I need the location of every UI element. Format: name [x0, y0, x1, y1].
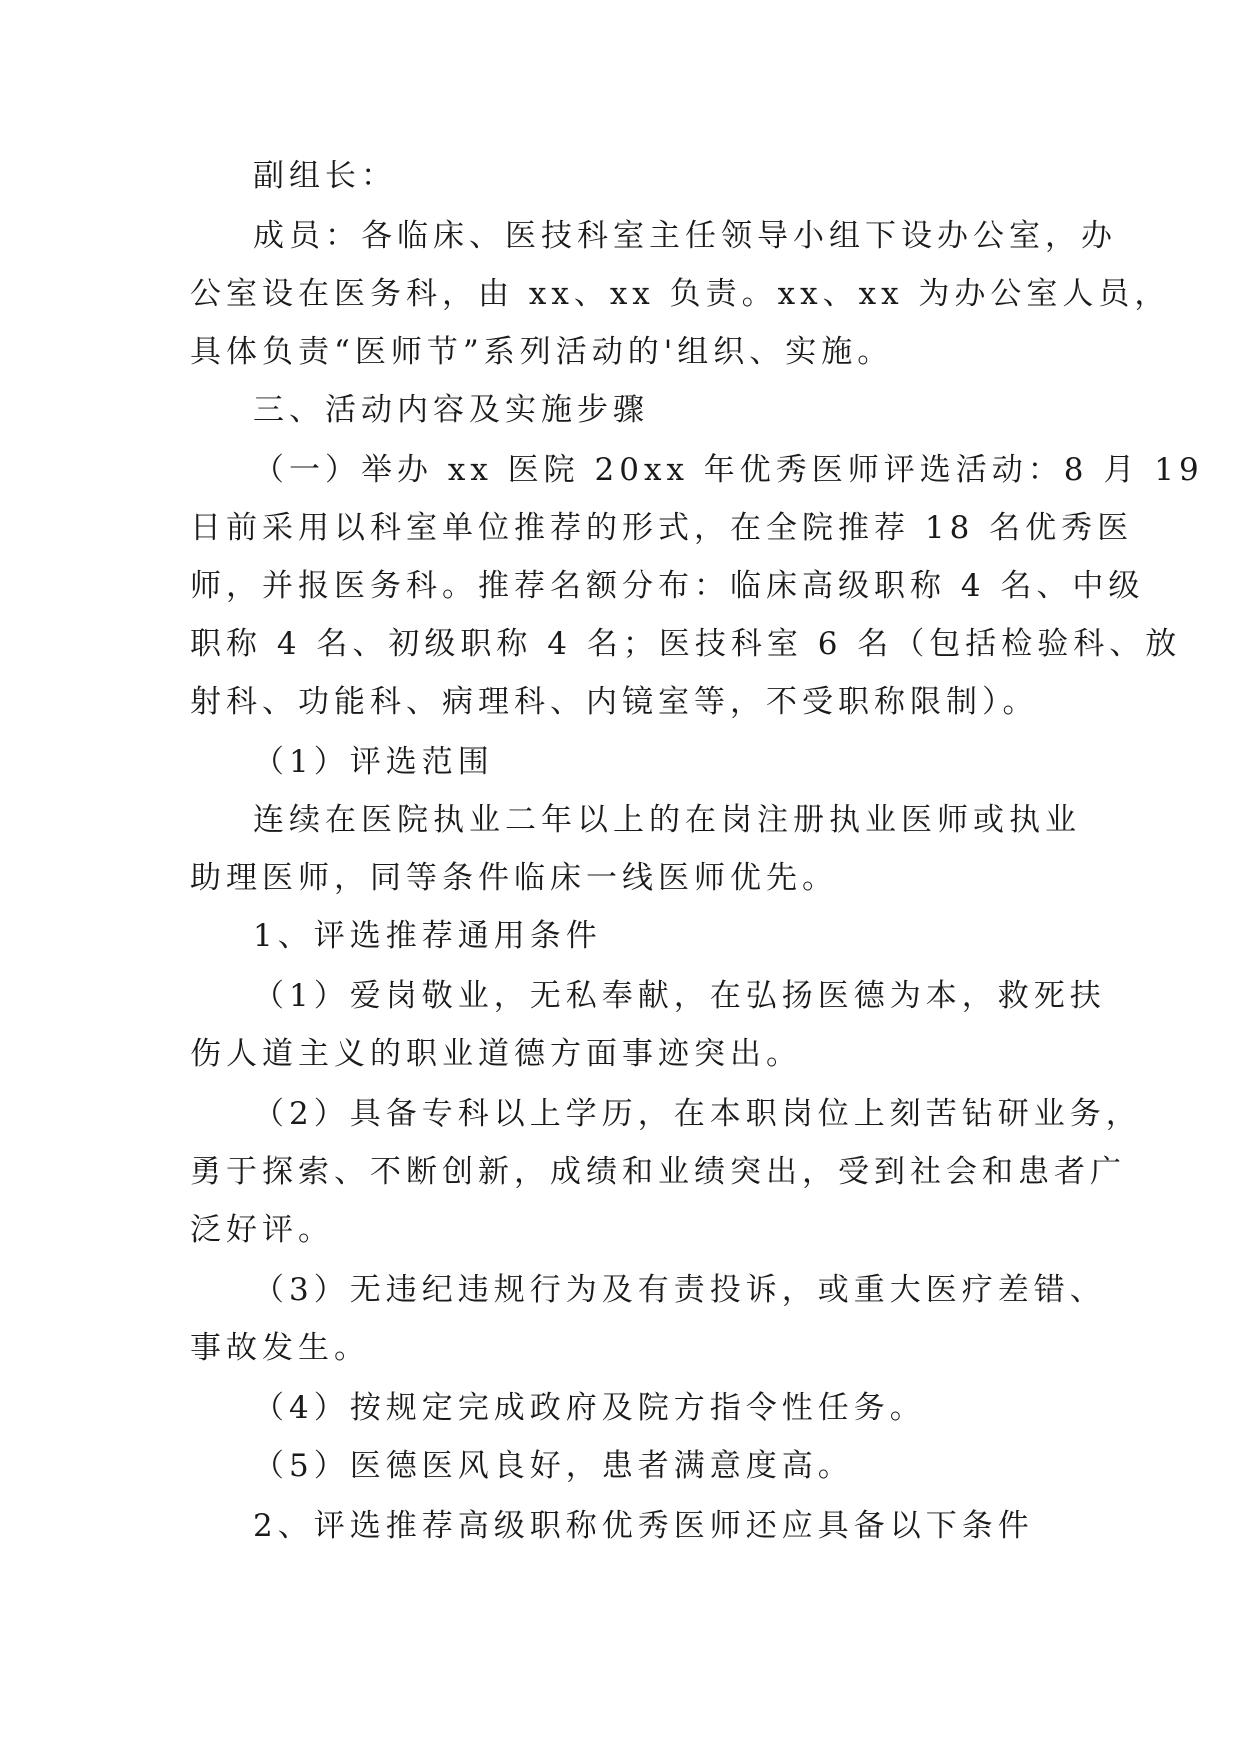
condition-four-line: （4）按规定完成政府及院方指令性任务。: [253, 1390, 926, 1426]
general-conditions-heading: 1、评选推荐通用条件: [253, 918, 602, 954]
senior-conditions-heading: 2、评选推荐高级职称优秀医师还应具备以下条件: [253, 1508, 1034, 1544]
members-line: 成员：各临床、医技科室主任领导小组下设办公室，办: [253, 218, 1117, 254]
condition-one-line: （1）爱岗敬业，无私奉献，在弘扬医德为本，救死扶: [253, 978, 1106, 1014]
activity-one-line-5: 射科、功能科、病理科、内镜室等，不受职称限制）。: [190, 684, 1039, 720]
activity-one-line-4: 职称 4 名、初级职称 4 名；医技科室 6 名（包括检验科、放: [190, 626, 1182, 662]
condition-two-line: （2）具备专科以上学历，在本职岗位上刻苦钻研业务，: [253, 1096, 1142, 1132]
office-duty-line: 具体负责“医师节”系列活动的'组织、实施。: [190, 334, 894, 370]
condition-three-line: （3）无违纪违规行为及有责投诉，或重大医疗差错、: [253, 1272, 1106, 1308]
condition-five-line: （5）医德医风良好，患者满意度高。: [253, 1448, 854, 1484]
vice-leader-line: 副组长：: [253, 158, 397, 194]
condition-two-line-3: 泛好评。: [190, 1212, 334, 1248]
condition-one-line-2: 伤人道主义的职业道德方面事迹突出。: [190, 1036, 802, 1072]
condition-three-line-2: 事故发生。: [190, 1330, 370, 1366]
selection-scope-line: 连续在医院执业二年以上的在岗注册执业医师或执业: [253, 802, 1081, 838]
activity-one-line: （一）举办 xx 医院 20xx 年优秀医师评选活动：8 月 19: [253, 452, 1204, 488]
activity-one-line-2: 日前采用以科室单位推荐的形式，在全院推荐 18 名优秀医: [190, 510, 1134, 546]
section-three-heading: 三、活动内容及实施步骤: [253, 392, 649, 428]
selection-scope-heading: （1）评选范围: [253, 744, 494, 780]
activity-one-line-3: 师，并报医务科。推荐名额分布：临床高级职称 4 名、中级: [190, 568, 1145, 604]
condition-two-line-2: 勇于探索、不断创新，成绩和业绩突出，受到社会和患者广: [190, 1154, 1126, 1190]
selection-scope-line-2: 助理医师，同等条件临床一线医师优先。: [190, 860, 838, 896]
office-location-line: 公室设在医务科，由 xx、xx 负责。xx、xx 为办公室人员，: [190, 276, 1171, 312]
